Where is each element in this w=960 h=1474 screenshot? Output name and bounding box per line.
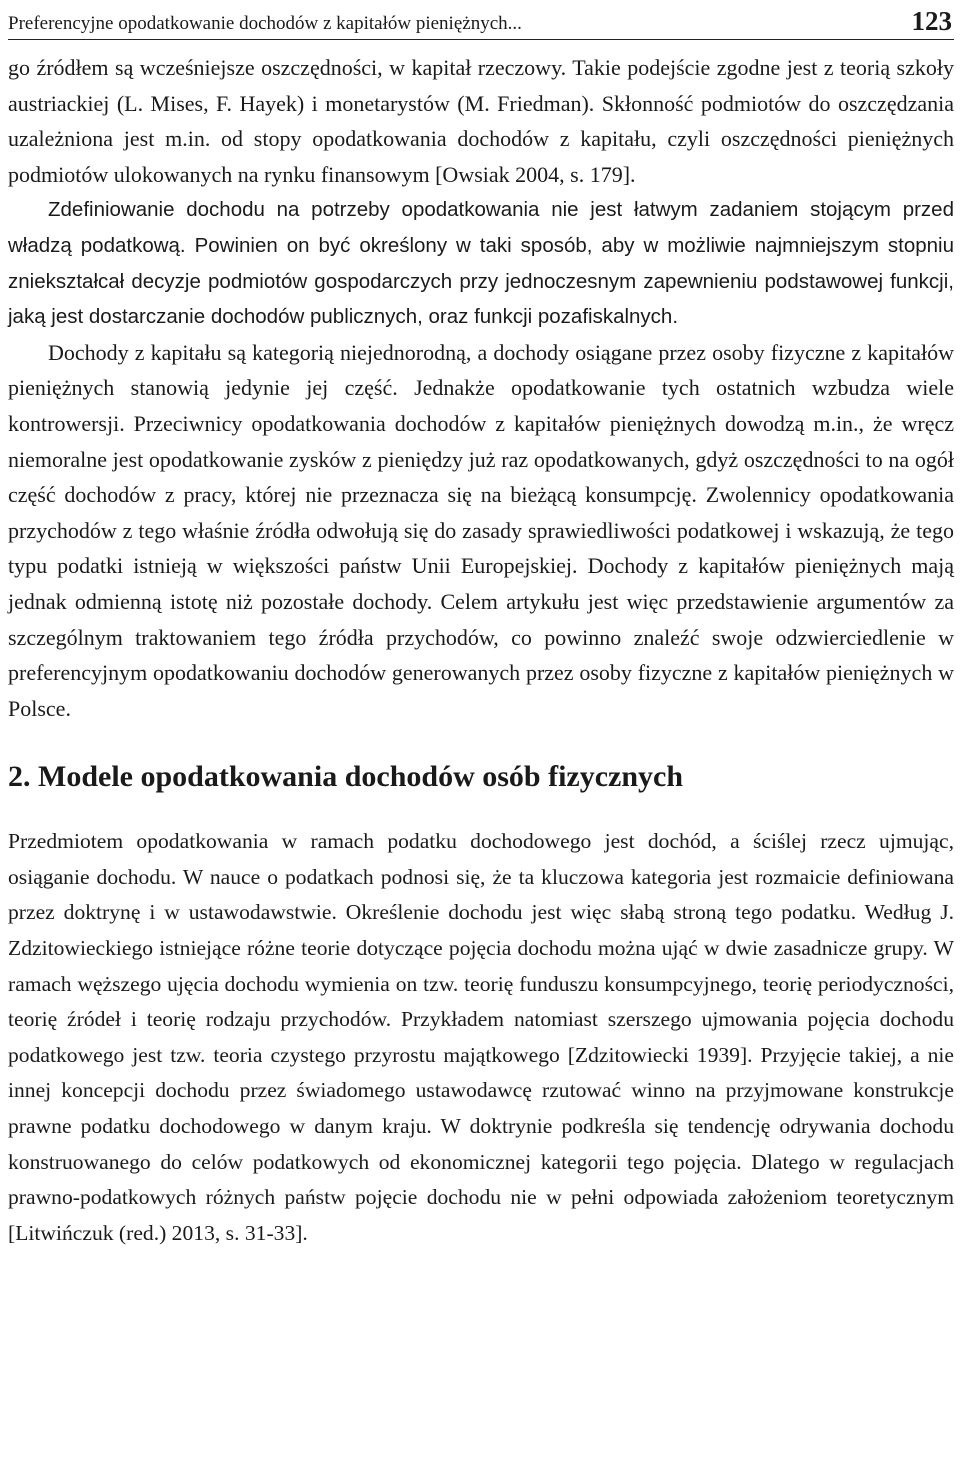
- paragraph-income-definition: Zdefiniowanie dochodu na potrzeby opodatkowania nie jest łatwym zadaniem stojącym przed władzą podatkową. Powinien on być określony w taki sposób, aby w możliwie najmniejszym stopniu zniekształcał decyzje podmiotów gospodarczych przy jednoczesnym zapewnieniu podstawowej funkcji, jaką jest dostarczanie dochodów publicznych, oraz funkcji pozafiskalnych.: [8, 198, 954, 329]
- section-heading: 2. Modele opodatkowania dochodów osób fizycznych: [8, 760, 684, 794]
- page-number: 123: [911, 6, 952, 36]
- body-text: [8, 50, 954, 726]
- paragraph-continuation: go źródłem są wcześniejsze oszczędności, w kapitał rzeczowy. Takie podejście zgodne jest z teorią szkoły austriackiej (L. Mises, F. Hayek) i monetarystów (M. Friedman). Skłonność podmiotów do oszczędzania uzależniona jest m.in. od stopy opodatkowania dochodów z kapitału, czyli oszczędności pieniężnych podmiotów ulokowanych na rynku finansowym [Owsiak 2004, s. 179].: [8, 55, 954, 187]
- section-2: [8, 760, 954, 1251]
- paragraph-capital-income: Dochody z kapitału są kategorią niejednorodną, a dochody osiągane przez osoby fizyczne z kapitałów pieniężnych stanowią jedynie jej część. Jednakże opodatkowanie tych ostatnich wzbudza wiele kontrowersji. Przeciwnicy opodatkowania dochodów z kapitałów pieniężnych dowodzą m.in., że wręcz niemoralne jest opodatkowanie zysków z pieniędzy już raz opodatkowanych, gdyż oszczędności to na ogół część dochodów z pracy, której nie przeznacza się na bieżącą konsumpcję. Zwolennicy opodatkowania przychodów z tego właśnie źródła odwołują się do zasady sprawiedliwości podatkowej i wskazują, że tego typu podatki istnieją w większości państw Unii Europejskiej. Dochody z kapitałów pieniężnych mają jednak odmienną istotę niż pozostałe dochody. Celem artykułu jest więc przedstawienie argumentów za szczególnym traktowaniem tego źródła przychodów, co powinno znaleźć swoje odzwierciedlenie w preferencyjnym opodatkowaniu dochodów generowanych przez osoby fizyczne z kapitałów pieniężnych w Polsce.: [8, 339, 954, 721]
- running-header: [8, 0, 954, 40]
- document-page: [8, 0, 954, 1251]
- running-title: Preferencyjne opodatkowanie dochodów z kapitałów pieniężnych...: [8, 13, 522, 34]
- section-paragraph: Przedmiotem opodatkowania w ramach podatku dochodowego jest dochód, a ściślej rzecz ujmując, osiąganie dochodu. W nauce o podatkach podnosi się, że ta kluczowa kategoria jest rozmaicie definiowana przez doktrynę i w ustawodawstwie. Określenie dochodu jest więc słabą stroną tego podatku. Według J. Zdzitowieckiego istniejące różne teorie dotyczące pojęcia dochodu można ująć w dwie zasadnicze grupy. W ramach węższego ujęcia dochodu wymienia on tzw. teorię funduszu konsumpcyjnego, teorię periodyczności, teorię źródeł i teorię rodzaju przychodów. Przykładem natomiast szerszego ujmowania pojęcia dochodu podatkowego jest tzw. teoria czystego przyrostu majątkowego [Zdzitowiecki 1939]. Przyjęcie takiej, a nie innej koncepcji dochodu przez świadomego ustawodawcę rzutować winno na przyjmowane konstrukcje prawne podatku dochodowego w danym kraju. W doktrynie podkreśla się tendencję odrywania dochodu konstruowanego do celów podatkowych od ekonomicznej kategorii tego pojęcia. Dlatego w regulacjach prawno-podatkowych różnych państw pojęcie dochodu nie w pełni odpowiada założeniom teoretycznym [Litwińczuk (red.) 2013, s. 31-33].: [8, 829, 954, 1245]
